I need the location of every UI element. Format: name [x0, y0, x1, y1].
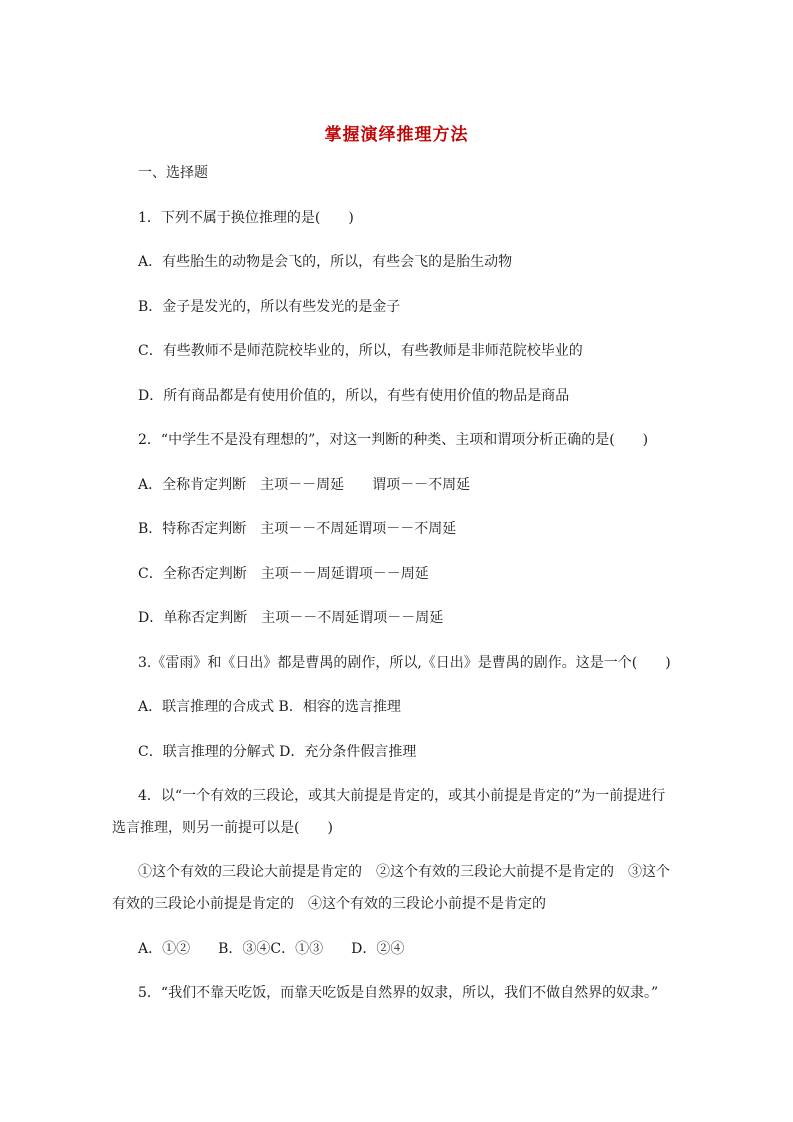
question-3-options-cd: C．联言推理的分解式 D．充分条件假言推理 — [138, 744, 417, 760]
question-2-option-c: C．全称否定判断 主项－－周延谓项－－周延 — [138, 566, 429, 582]
question-2-option-a: A．全称肯定判断 主项－－周延 谓项－－不周延 — [138, 477, 471, 493]
page-title: 掌握演绎推理方法 — [324, 125, 469, 145]
question-4-stem-line-1: 4．以“一个有效的三段论，或其大前提是肯定的，或其小前提是肯定的”为一前提进行 — [138, 788, 666, 804]
section-heading: 一、选择题 — [138, 165, 208, 181]
question-5-stem-line-1: 5．“我们不靠天吃饭，而靠天吃饭是自然界的奴隶，所以，我们不做自然界的奴隶。” — [138, 985, 659, 1001]
question-1-option-a: A．有些胎生的动物是会飞的，所以，有些会飞的是胎生动物 — [138, 254, 513, 270]
question-4-items-line-2: 有效的三段论小前提是肯定的 ④这个有效的三段论小前提不是肯定的 — [112, 896, 546, 912]
question-3-options-ab: A．联言推理的合成式 B．相容的选言推理 — [138, 699, 401, 715]
question-4-options: A．①② B．③④C．①③ D．②④ — [138, 941, 405, 957]
question-1-option-b: B．金子是发光的，所以有些发光的是金子 — [138, 299, 401, 315]
question-1-option-d: D．所有商品都是有使用价值的，所以，有些有使用价值的物品是商品 — [138, 388, 570, 404]
question-1-stem: 1．下列不属于换位推理的是( ) — [138, 210, 354, 226]
question-2-option-d: D．单称否定判断 主项－－不周延谓项－－周延 — [138, 610, 444, 626]
question-4-items-line-1: ①这个有效的三段论大前提是肯定的 ②这个有效的三段论大前提不是肯定的 ③这个 — [138, 864, 670, 880]
question-2-stem: 2．“中学生不是没有理想的”，对这一判断的种类、主项和谓项分析正确的是( ) — [138, 432, 649, 448]
question-3-stem: 3.《雷雨》和《日出》都是曹禺的剧作，所以,《日出》是曹禺的剧作。这是一个( ) — [138, 655, 671, 671]
question-1-option-c: C．有些教师不是师范院校毕业的，所以，有些教师是非师范院校毕业的 — [138, 343, 583, 359]
question-4-stem-line-2: 选言推理，则另一前提可以是( ) — [112, 820, 333, 836]
question-2-option-b: B．特称否定判断 主项－－不周延谓项－－不周延 — [138, 521, 457, 537]
